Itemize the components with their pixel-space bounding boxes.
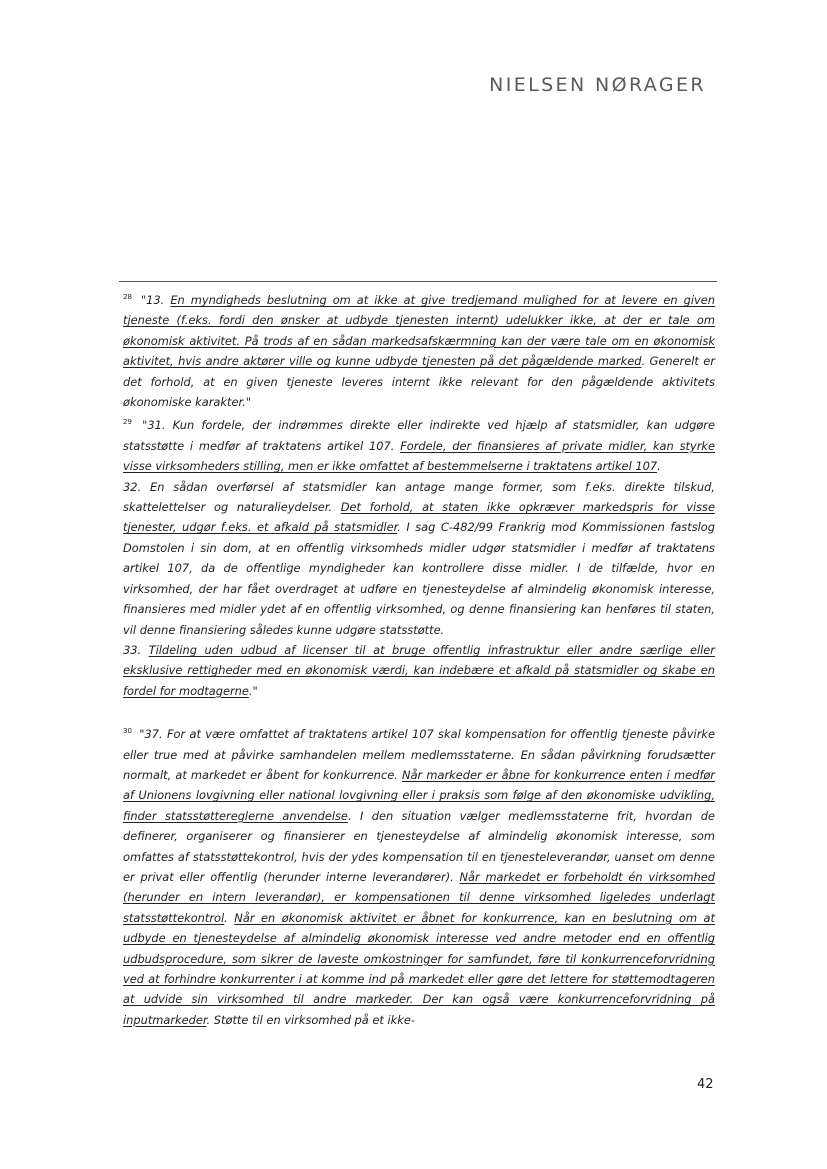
text-run: "31. Kun fordele, der indrømmes direkte eller indirekte ved hjælp af statsmidler, kan udgøre statsstøtte i medfør af traktatens artikel 107. [123,418,715,453]
text-run: "13. [140,293,171,307]
footnote-29-paragraph-33 [123,640,715,701]
underlined-passage: Når markedet er forbeholdt én virksomhed (herunder en intern leverandør), er kompensationen til denne virksomhed ligeledes underlagt statsstøttekontrol [123,869,715,925]
text-run: . I den situation vælger medlemsstaterne frit, hvordan de definerer, organiserer og finansierer en tjenesteydelse af almindelig økonomisk interesse, som omfattes af statsstøttekontrol, hvis der ydes kompensation til en tjenesteleverandør, uanset om denne er privat eller offentlig (herunder interne leverandører). [123,808,715,884]
footnote-29-paragraph-32 [123,477,715,640]
footnote-number: 28 [123,293,132,301]
text-run: . [657,459,661,474]
text-run: "37. For at være omfattet af traktatens artikel 107 skal kompensation for offentlig tjeneste påvirke eller true med at påvirke samhandelen mellem medlemsstaterne. En sådan påvirkning forudsætter normalt, at markedet er åbent for konkurrence. [123,727,716,782]
underlined-passage: Når en økonomisk aktivitet er åbnet for konkurrence, kan en beslutning om at udbyde en tjenesteydelse af almindelig økonomisk interesse ved andre metoder end en offentlig udbudsprocedure, som sikrer de laveste omkostninger for samfundet, føre til konkurrenceforvridning ved at forhindre konkurrenter i at komme ind på markedet eller gøre det lettere for støttemodtageren at udvide sin virksomhed til andre markeder. Der kan også være konkurrenceforvridning på inputmarkeder [123,910,715,1027]
text-run: . I sag C-482/99 Frankrig mod Kommissionen fastslog Domstolen i sin dom, at en offentlig virksomheds midler udgør statsmidler i medfør af traktatens artikel 107, da de offentlige myndigheder kan kontrollere disse midler. I de tilfælde, hvor en virksomhed, der har fået overdraget at udføre en tjenesteydelse af almindelig økonomisk interesse, finansieres med midler ydet af en offentlig virksomhed, og denne finansiering kan henføres til staten, vil denne finansiering således kunne udgøre statsstøtte. [123,520,716,637]
text-run: . Støtte til en virksomhed på et ikke- [206,1012,415,1027]
footnotes-section [123,287,715,1030]
text-run: ." [248,683,258,698]
underlined-passage: En myndigheds beslutning om at ikke at give tredjemand mulighed for at levere en given tjeneste (f.eks. fordi den ønsker at udbyde tjenesten internt) udelukker ikke, at der er tale om økonomisk aktivitet. På trods af en sådan markedsafskærmning kan der være tale om en økonomisk aktivitet, hvis andre aktører ville og kunne udbyde tjenesten på det pågældende marked [123,293,716,369]
brand-header: NIELSEN NØRAGER [489,74,706,96]
text-run: 33. [123,642,149,657]
footnote-28 [123,287,715,412]
underlined-passage: Det forhold, at staten ikke opkræver markedspris for visse tjenester, udgør f.eks. et afkald på statsmidler [123,500,715,535]
text-run: . Generelt er det forhold, at en given tjeneste leveres internt ikke relevant for den pågældende aktivitets økonomiske karakter." [123,354,715,410]
footnote-30 [123,721,715,1030]
footnote-number: 30 [123,727,132,736]
footnote-separator [119,281,717,282]
underlined-passage: Når markeder er åbne for konkurrence enten i medfør af Unionens lovgivning eller national lovgivning eller i praksis som følge af den økonomiske udvikling, finder statsstøttereglerne anvendelse [123,767,715,823]
footnote-28-paragraph [123,287,715,412]
footnote-29 [123,412,715,701]
text-run: 32. En sådan overførsel af statsmidler kan antage mange former, som f.eks. direkte tilskud, skattelettelser og naturalieydelser. [123,479,715,515]
text-run: . [224,910,235,925]
footnote-29-paragraph-31 [123,412,715,476]
underlined-passage: Tildeling uden udbud af licenser til at bruge offentlig infrastruktur eller andre særlige eller eksklusive rettigheder med en økonomisk værdi, kan indebære et afkald på statsmidler og skabe en fordel for modtagerne [123,642,715,698]
underlined-passage: Fordele, der finansieres af private midler, kan styrke visse virksomheders stilling, men er ikke omfattet af bestemmelserne i traktatens artikel 107 [123,438,716,474]
footnote-number: 29 [123,418,132,427]
footnote-30-paragraph-37 [123,721,715,1030]
page-number: 42 [697,1077,714,1092]
